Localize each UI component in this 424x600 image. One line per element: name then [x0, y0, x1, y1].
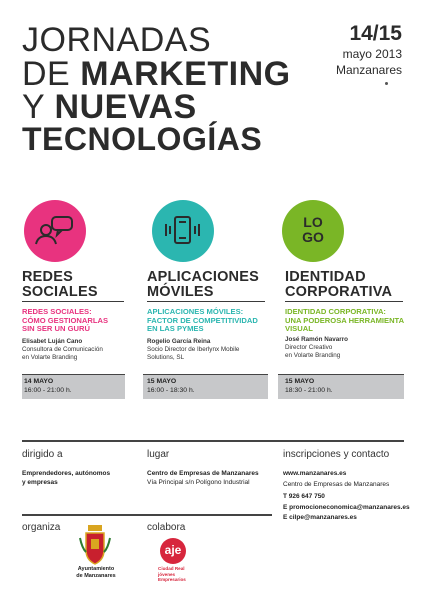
section-title-aplicaciones: [147, 270, 259, 300]
logo-text-bottom: GO: [302, 229, 324, 245]
speaker-redes: [22, 338, 103, 362]
talk-line3: VISUAL: [285, 324, 313, 334]
event-days: 14/15: [349, 22, 402, 45]
logo-text-icon: [282, 215, 344, 245]
section-title-identidad: [285, 270, 392, 300]
session-date: 15 MAYO: [147, 378, 177, 385]
contact-centro: Centro de Empresas de Manzanares: [283, 480, 390, 488]
dirigido-line1: Emprendedores, autónomos: [22, 470, 111, 477]
title-marketing: MARKETING: [80, 55, 291, 93]
date-identidad: [285, 377, 333, 395]
ayuntamiento-line1: Ayuntamiento: [77, 566, 115, 572]
lugar-label: lugar: [147, 449, 170, 460]
lugar-line1: Centro de Empresas de Manzanares: [147, 470, 259, 477]
event-city: Manzanares: [335, 63, 402, 77]
speaker-name: José Ramón Navarro: [285, 336, 348, 343]
talk-line2: FACTOR DE COMPETITIVIDAD: [147, 315, 258, 325]
section-title-line1: REDES: [22, 269, 73, 285]
redes-sociales-circle: [24, 200, 86, 262]
datebar-top-line: [22, 374, 125, 375]
datebar-top-line: [143, 374, 268, 375]
aplicaciones-circle: [152, 200, 214, 262]
speaker-identidad: [285, 336, 348, 360]
aje-logo: [160, 538, 186, 564]
session-time: 16:00 - 21:00 h.: [24, 387, 72, 394]
speaker-aplicaciones: [147, 338, 239, 362]
talk-line3: SIN SER UN GURÚ: [22, 324, 90, 334]
contact-block: [283, 469, 410, 524]
date-dot: [385, 82, 388, 85]
speaker-role-line1: Socio Director de Iberlynx Mobile: [147, 346, 240, 353]
dirigido-label: dirigido a: [22, 449, 63, 460]
logo-text-top: LO: [303, 214, 323, 230]
talk-line1: IDENTIDAD CORPORATIVA:: [285, 307, 386, 316]
date-redes: [24, 377, 72, 395]
ayuntamiento-crest-logo: [74, 524, 116, 566]
chat-bubbles-icon: [24, 200, 86, 262]
talk-line2: CÓMO GESTIONARLAS: [22, 315, 109, 325]
title-tecnologias: TECNOLOGÍAS: [22, 121, 263, 157]
colabora-label: colabora: [147, 522, 186, 533]
dirigido-text: [22, 469, 110, 487]
aje-logo-text: aje: [164, 543, 182, 557]
section-title-redes: [22, 270, 98, 300]
dirigido-line2: y empresas: [22, 479, 58, 486]
session-time: 18:30 - 21:00 h.: [285, 387, 333, 394]
title-nuevas: NUEVAS: [54, 88, 197, 126]
speaker-role-line2: Solutions, SL: [147, 354, 185, 361]
organiza-label: organiza: [22, 522, 61, 533]
section-title-line2: MÓVILES: [147, 284, 214, 300]
talk-line1: APLICACIONES MÓVILES:: [147, 307, 244, 316]
contact-email-1[interactable]: E promocioneconomica@manzanares.es: [283, 503, 410, 511]
section-title-line1: IDENTIDAD: [285, 269, 366, 285]
section-title-line1: APLICACIONES: [147, 269, 259, 285]
section-divider: [22, 301, 124, 302]
title-de: DE: [22, 55, 71, 93]
section-title-line2: SOCIALES: [22, 284, 98, 300]
speaker-role-line2: en Volarte Branding: [22, 354, 78, 361]
ayuntamiento-name: [70, 566, 122, 579]
talk-title-identidad: [285, 308, 404, 334]
contact-web[interactable]: www.manzanares.es: [283, 470, 347, 477]
date-aplicaciones: [147, 377, 195, 395]
coat-of-arms-icon: [74, 524, 116, 566]
event-month-year: mayo 2013: [342, 47, 402, 61]
talk-line3: EN LAS PYMES: [147, 324, 204, 334]
talk-title-aplicaciones: [147, 308, 258, 334]
contact-phone: T 926 647 750: [283, 493, 325, 500]
aje-sub-line2: jóvenes Empresarios: [158, 571, 186, 582]
speaker-name: Rogelio García Reina: [147, 338, 211, 345]
section-title-line2: CORPORATIVA: [285, 284, 393, 300]
title-line-2: [22, 57, 291, 91]
speaker-role-line2: en Volarte Branding: [285, 352, 341, 359]
aje-sub-line1: Ciudad Real: [158, 566, 185, 571]
info-top-rule: [22, 440, 404, 442]
inscripciones-label: inscripciones y contacto: [283, 449, 390, 460]
speaker-role-line1: Director Creativo: [285, 344, 333, 351]
speaker-role-line1: Consultora de Comunicación: [22, 346, 103, 353]
section-divider: [147, 301, 265, 302]
datebar-top-line: [278, 374, 404, 375]
talk-title-redes: [22, 308, 108, 334]
footer-rule: [22, 514, 272, 516]
session-date: 15 MAYO: [285, 378, 315, 385]
mobile-app-icon: [152, 200, 214, 262]
talk-line2: UNA PODEROSA HERRAMIENTA: [285, 315, 405, 325]
section-divider: [285, 301, 403, 302]
session-time: 16:00 - 18:30 h.: [147, 387, 195, 394]
contact-email-2[interactable]: E cilpe@manzanares.es: [283, 514, 357, 521]
title-y: Y: [22, 88, 45, 126]
session-date: 14 MAYO: [24, 378, 54, 385]
talk-line1: REDES SOCIALES:: [22, 307, 92, 316]
aje-subtitle: [158, 566, 198, 583]
title-line-1: JORNADAS: [22, 21, 212, 59]
title-line-3: [22, 90, 197, 124]
speaker-name: Elisabet Luján Cano: [22, 338, 83, 345]
ayuntamiento-line2: de Manzanares: [76, 572, 116, 579]
lugar-line2: Vía Principal s/n Polígono Industrial: [147, 479, 250, 486]
lugar-text: [147, 469, 259, 487]
identidad-circle: [282, 200, 344, 262]
